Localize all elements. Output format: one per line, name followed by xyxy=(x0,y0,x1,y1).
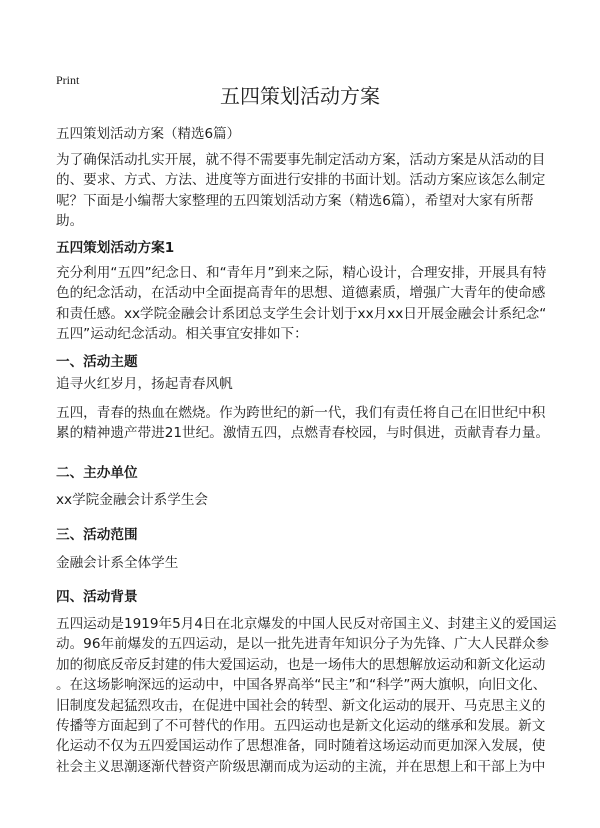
theme-paragraph xyxy=(56,403,549,444)
scope-line: 金融会计系全体学生 xyxy=(56,555,179,571)
host-line: xx学院金融会计系学生会 xyxy=(56,492,209,508)
line: 社会主义思潮逐渐代替资产阶级思潮而成为运动的主流，并在思想上和干部上为中 xyxy=(56,758,546,775)
line: 的、要求、方式、方法、进度等方面进行安排的书面计划。活动方案应该怎么制定 xyxy=(56,172,546,189)
line: 加的彻底反帝反封建的伟大爱国运动，也是一场伟大的思想解放运动和新文化运动 xyxy=(56,656,546,673)
line: 和责任感。xx学院金融会计系团总支学生会计划于xx月xx日开展金融会计系纪念“ xyxy=(56,305,547,322)
line: 充分利用“五四”纪念日、和“青年月”到来之际，精心设计，合理安排，开展具有特 xyxy=(56,265,547,281)
section1-paragraph xyxy=(56,263,546,345)
heading-scope: 三、活动范围 xyxy=(56,527,138,543)
intro-paragraph xyxy=(56,150,545,232)
heading-background: 四、活动背景 xyxy=(56,589,138,605)
line: 助。 xyxy=(56,213,84,230)
line: 累的精神遗产带进21世纪。激情五四，点燃青春校园，与时俱进，贡献青春力量。 xyxy=(56,425,550,442)
line: 为了确保活动扎实开展，就不得不需要事先制定活动方案，活动方案是从活动的目 xyxy=(56,152,546,168)
line: 。在这场影响深远的运动中，中国各界高举“民主”和“科学”两大旗帜，向旧文化、 xyxy=(56,677,547,694)
line: 五四”运动纪念活动。相关事宜安排如下： xyxy=(56,326,308,343)
print-link[interactable]: Print xyxy=(56,73,80,87)
section-heading: 五四策划活动方案1 xyxy=(56,240,175,256)
line: 传播等方面起到了不可替代的作用。五四运动也是新文化运动的继承和发展。新文 xyxy=(56,717,546,734)
heading-host: 二、主办单位 xyxy=(56,465,138,481)
heading-theme: 一、活动主题 xyxy=(56,354,138,370)
line: 旧制度发起猛烈攻击，在促进中国社会的转型、新文化运动的展开、马克思主义的 xyxy=(56,697,546,714)
line: 五四运动是1919年5月4日在北京爆发的中国人民反对帝国主义、封建主义的爱国运 xyxy=(56,616,557,632)
background-paragraph xyxy=(56,614,556,777)
line: 色的纪念活动，在活动中全面提高青年的思想、道德素质，增强广大青年的使命感 xyxy=(56,285,546,302)
line: 呢？下面是小编帮大家整理的五四策划活动方案（精选6篇），希望对大家有所帮 xyxy=(56,192,534,209)
line: 五四，青春的热血在燃烧。作为跨世纪的新一代，我们有责任将自己在旧世纪中积 xyxy=(56,405,546,421)
page-title: 五四策划活动方案 xyxy=(220,84,380,108)
line: 动。96年前爆发的五四运动，是以一批先进青年知识分子为先锋、广大人民群众参 xyxy=(56,636,550,653)
document-subtitle: 五四策划活动方案（精选6篇） xyxy=(56,126,241,142)
theme-line: 追寻火红岁月，扬起青春风帆 xyxy=(56,376,233,392)
line: 化运动不仅为五四爱国运动作了思想准备，同时随着这场运动而更加深入发展，使 xyxy=(56,738,546,755)
